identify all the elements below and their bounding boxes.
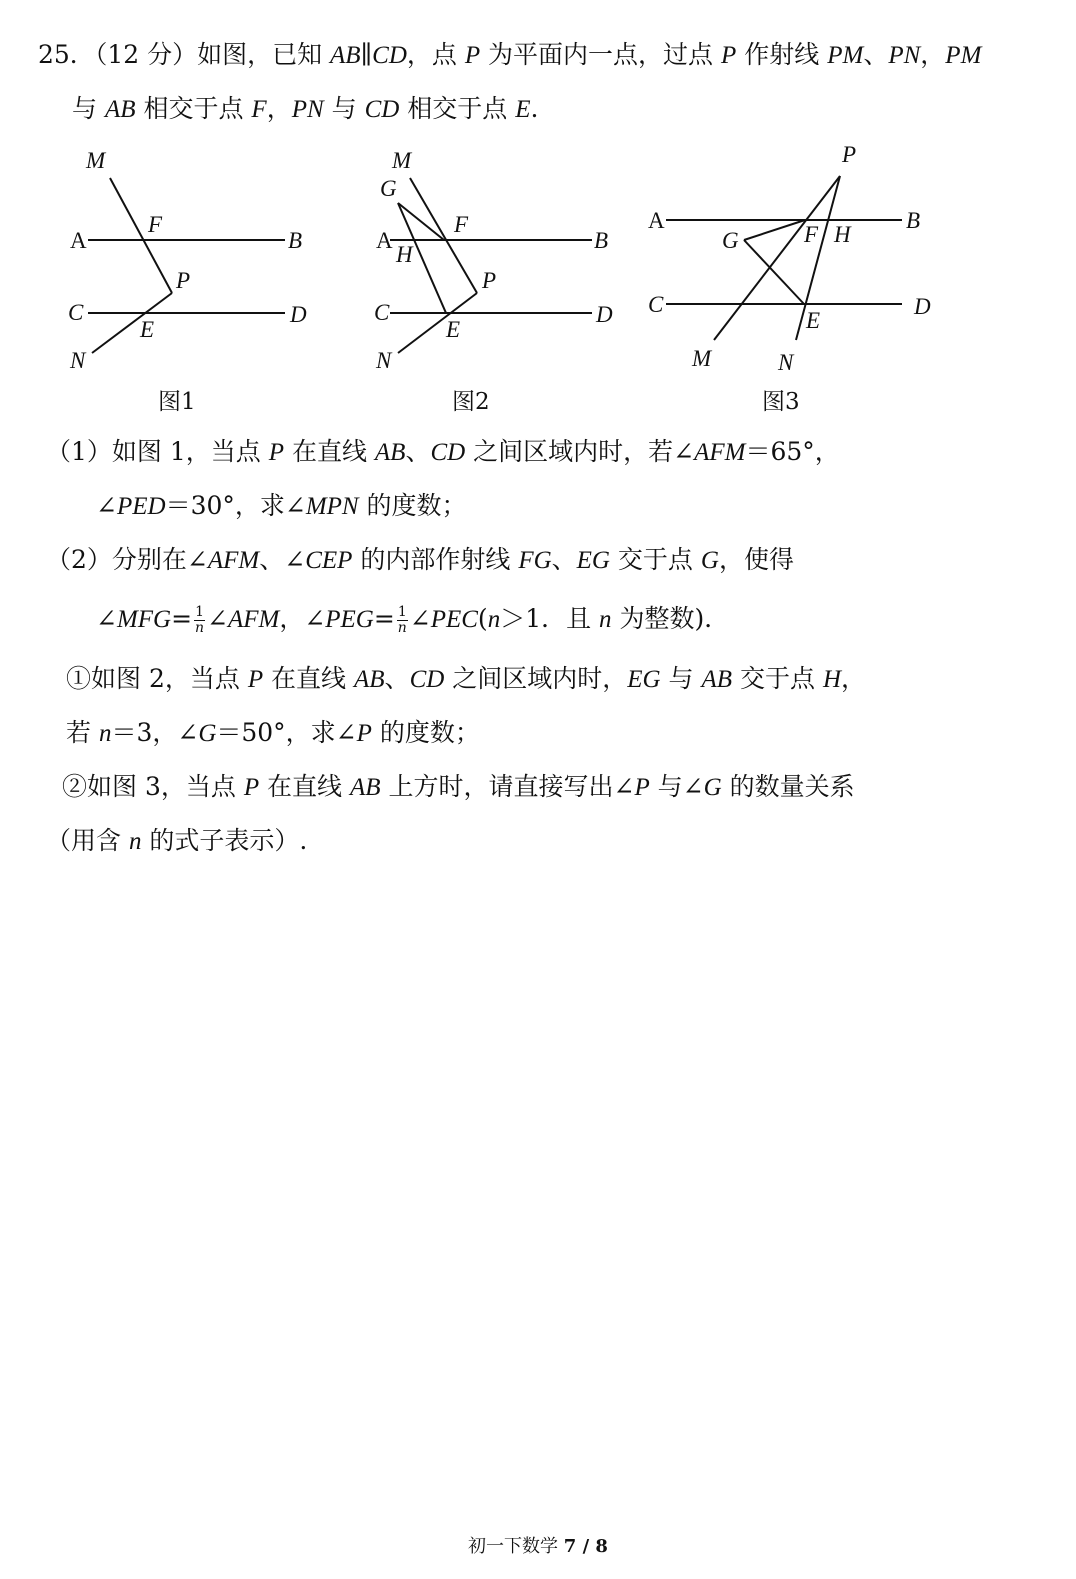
figure-2-caption: 图2 <box>452 389 490 415</box>
label-p-fig2: P <box>482 268 497 293</box>
geometry-figures <box>0 0 1076 440</box>
label-e-fig1: E <box>140 317 155 342</box>
part-2-line-2: ∠MFG= $\frac{1}{n}$ ∠AFM，∠PEG= $\frac{1}{n}$ ∠PEC(n＞1．且 n 为整数)． <box>96 604 730 636</box>
label-a-fig2: A <box>376 228 393 253</box>
label-n-fig2: N <box>376 348 392 373</box>
footer-text: 初一下数学 <box>468 1536 564 1557</box>
label-d-fig2: D <box>596 302 613 327</box>
label-p-fig1: P <box>176 268 191 293</box>
figure-3 <box>648 142 931 375</box>
part-2-sub-2-line-1: ②如图 3，当点 P 在直线 AB 上方时，请直接写出∠P 与∠G 的数量关系 <box>62 772 855 801</box>
label-c-fig2: C <box>374 300 390 325</box>
part-2-sub-1-line-2: 若 n＝3，∠G＝50°，求∠P 的度数； <box>66 718 480 747</box>
ray-eg-fig3 <box>744 240 804 304</box>
label-b-fig2: B <box>594 228 609 253</box>
ray-fg-fig3 <box>744 220 805 240</box>
label-d-fig1: D <box>290 302 307 327</box>
label-g-fig2: G <box>380 176 397 201</box>
figure-3-caption: 图3 <box>762 389 800 415</box>
question-stem-line-2: 与 AB 相交于点 F，PN 与 CD 相交于点 E. <box>72 94 539 123</box>
ray-pm-fig1 <box>110 178 172 293</box>
figure-1 <box>68 148 307 373</box>
label-a-fig1: A <box>70 228 87 253</box>
part-2-line-1: （2）分别在∠AFM、∠CEP 的内部作射线 FG、EG 交于点 G，使得 <box>46 545 794 574</box>
question-stem-line-1: 25．（12 分）如图，已知 AB∥CD，点 P 为平面内一点，过点 P 作射线 PM、PN，PM <box>38 40 982 69</box>
fraction-one-over-n-2: $\frac{1}{n}$ <box>397 604 407 636</box>
figure-2 <box>374 148 613 373</box>
label-e-fig2: E <box>446 317 461 342</box>
question-number: 25． <box>38 40 95 69</box>
label-n-fig3: N <box>778 350 794 375</box>
label-f-fig3: F <box>804 222 819 247</box>
label-b-fig1: B <box>288 228 303 253</box>
label-f-fig2: F <box>454 212 469 237</box>
part-2-sub-2-line-2: （用含 n 的式子表示）. <box>46 826 308 855</box>
label-f-fig1: F <box>148 212 163 237</box>
page-footer <box>0 1532 1076 1558</box>
label-b-fig3: B <box>906 208 921 233</box>
label-p-fig3: P <box>842 142 857 167</box>
part-1-line-2: ∠PED＝30°，求∠MPN 的度数； <box>96 491 467 520</box>
label-n-fig1: N <box>70 348 86 373</box>
label-m-fig1: M <box>86 148 106 173</box>
label-h-fig2: H <box>396 242 413 267</box>
label-d-fig3: D <box>914 294 931 319</box>
figure-1-caption: 图1 <box>158 389 196 415</box>
ray-pm-fig3 <box>714 176 840 340</box>
label-m-fig2: M <box>392 148 412 173</box>
label-h-fig3: H <box>834 222 851 247</box>
part-1-line-1: （1）如图 1，当点 P 在直线 AB、CD 之间区域内时，若∠AFM＝65°， <box>46 437 840 466</box>
label-c-fig3: C <box>648 292 664 317</box>
fraction-one-over-n: $\frac{1}{n}$ <box>195 604 205 636</box>
ray-fg-fig2 <box>398 203 444 240</box>
ray-pn-fig2 <box>398 293 477 353</box>
part-2-sub-1-line-1: ①如图 2，当点 P 在直线 AB、CD 之间区域内时，EG 与 AB 交于点 H， <box>66 664 867 693</box>
label-g-fig3: G <box>722 228 739 253</box>
label-c-fig1: C <box>68 300 84 325</box>
label-a-fig3: A <box>648 208 665 233</box>
page-number: 7 / 8 <box>563 1536 608 1557</box>
question-points: （12 分） <box>94 40 198 69</box>
label-e-fig3: E <box>806 308 821 333</box>
ray-pn-fig1 <box>92 293 172 353</box>
label-m-fig3: M <box>692 346 712 371</box>
